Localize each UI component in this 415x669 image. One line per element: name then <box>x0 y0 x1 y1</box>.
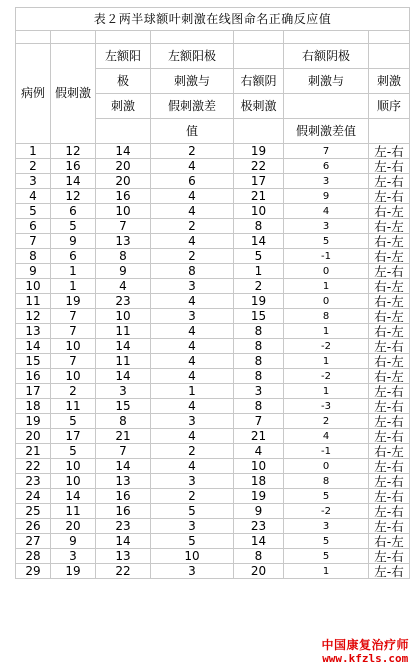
cell-sham: 19 <box>51 294 96 309</box>
cell-left-diff: 2 <box>151 144 234 159</box>
cell-left-anodal: 8 <box>96 249 151 264</box>
cell-case: 15 <box>16 354 51 369</box>
table-row <box>16 309 410 324</box>
cell-right-diff: 1 <box>284 354 369 369</box>
cell-sham: 11 <box>51 399 96 414</box>
cell-left-anodal: 16 <box>96 504 151 519</box>
cell-left-diff: 4 <box>151 429 234 444</box>
cell-sham: 3 <box>51 549 96 564</box>
cell-right-cathodal: 4 <box>234 444 284 459</box>
header-case: 病例 <box>16 44 51 144</box>
cell-left-anodal: 14 <box>96 339 151 354</box>
cell-case: 26 <box>16 519 51 534</box>
header-left-pos-2: 极 <box>96 69 151 94</box>
cell-right-cathodal: 14 <box>234 234 284 249</box>
cell-left-anodal: 13 <box>96 234 151 249</box>
table-row <box>16 339 410 354</box>
cell-right-diff: -3 <box>284 399 369 414</box>
cell-left-anodal: 3 <box>96 384 151 399</box>
cell-left-diff: 3 <box>151 474 234 489</box>
cell-left-diff: 2 <box>151 219 234 234</box>
cell-left-diff: 4 <box>151 459 234 474</box>
cell-right-cathodal: 8 <box>234 219 284 234</box>
cell-right-diff: 3 <box>284 174 369 189</box>
cell-left-anodal: 10 <box>96 309 151 324</box>
cell-case: 21 <box>16 444 51 459</box>
cell-right-cathodal: 17 <box>234 174 284 189</box>
header-right-diff-1: 右额阴极 <box>284 44 369 69</box>
table-row <box>16 489 410 504</box>
cell-right-diff: 8 <box>284 474 369 489</box>
cell-left-diff: 3 <box>151 279 234 294</box>
cell-order: 左-右 <box>369 489 410 504</box>
cell-right-diff: 5 <box>284 549 369 564</box>
cell-left-anodal: 13 <box>96 549 151 564</box>
cell-case: 9 <box>16 264 51 279</box>
header-left-pos-3: 刺激 <box>96 94 151 119</box>
cell-case: 3 <box>16 174 51 189</box>
cell-left-diff: 4 <box>151 324 234 339</box>
cell-order: 右-左 <box>369 444 410 459</box>
cell-left-diff: 2 <box>151 249 234 264</box>
cell-left-diff: 4 <box>151 399 234 414</box>
cell-sham: 7 <box>51 354 96 369</box>
table-row <box>16 504 410 519</box>
cell-left-diff: 4 <box>151 339 234 354</box>
cell-right-cathodal: 19 <box>234 144 284 159</box>
cell-sham: 16 <box>51 159 96 174</box>
table-row <box>16 174 410 189</box>
cell-right-diff: 0 <box>284 459 369 474</box>
table-row <box>16 549 410 564</box>
cell-right-cathodal: 8 <box>234 339 284 354</box>
cell-right-cathodal: 9 <box>234 504 284 519</box>
header-left-diff-1: 左额阳极 <box>151 44 234 69</box>
cell-order: 左-右 <box>369 264 410 279</box>
cell-left-diff: 2 <box>151 444 234 459</box>
cell-right-diff: 1 <box>284 279 369 294</box>
cell-case: 16 <box>16 369 51 384</box>
header-left-diff-4: 值 <box>151 119 234 144</box>
header-right-neg-2: 极刺激 <box>234 94 284 119</box>
cell-left-diff: 4 <box>151 204 234 219</box>
cell-right-cathodal: 21 <box>234 429 284 444</box>
watermark-site-name: 中国康复治疗师 <box>321 638 409 652</box>
cell-right-cathodal: 8 <box>234 354 284 369</box>
cell-left-anodal: 23 <box>96 519 151 534</box>
cell-left-anodal: 11 <box>96 354 151 369</box>
cell-right-diff: -1 <box>284 249 369 264</box>
cell-sham: 10 <box>51 459 96 474</box>
cell-right-diff: 8 <box>284 309 369 324</box>
cell-order: 左-右 <box>369 549 410 564</box>
cell-sham: 19 <box>51 564 96 579</box>
cell-case: 23 <box>16 474 51 489</box>
table-row <box>16 459 410 474</box>
header-right-neg-1: 右额阴 <box>234 69 284 94</box>
cell-left-anodal: 21 <box>96 429 151 444</box>
cell-case: 7 <box>16 234 51 249</box>
cell-order: 右-左 <box>369 324 410 339</box>
cell-left-diff: 3 <box>151 519 234 534</box>
cell-case: 10 <box>16 279 51 294</box>
cell-sham: 1 <box>51 279 96 294</box>
cell-sham: 5 <box>51 444 96 459</box>
cell-order: 左-右 <box>369 339 410 354</box>
cell-case: 2 <box>16 159 51 174</box>
cell-right-cathodal: 14 <box>234 534 284 549</box>
table-row <box>16 144 410 159</box>
cell-left-anodal: 4 <box>96 279 151 294</box>
header-sham: 假刺激 <box>51 44 96 144</box>
table-row <box>16 564 410 579</box>
cell-right-cathodal: 8 <box>234 399 284 414</box>
table-row <box>16 324 410 339</box>
cell-sham: 10 <box>51 474 96 489</box>
cell-sham: 5 <box>51 414 96 429</box>
cell-right-cathodal: 5 <box>234 249 284 264</box>
cell-case: 17 <box>16 384 51 399</box>
cell-case: 4 <box>16 189 51 204</box>
cell-left-diff: 10 <box>151 549 234 564</box>
cell-right-cathodal: 19 <box>234 489 284 504</box>
cell-order: 右-左 <box>369 309 410 324</box>
site-watermark <box>321 638 409 666</box>
cell-order: 左-右 <box>369 414 410 429</box>
cell-case: 8 <box>16 249 51 264</box>
cell-case: 25 <box>16 504 51 519</box>
header-left-diff-3: 假刺激差 <box>151 94 234 119</box>
cell-case: 20 <box>16 429 51 444</box>
cell-right-cathodal: 20 <box>234 564 284 579</box>
cell-order: 左-右 <box>369 564 410 579</box>
cell-left-anodal: 16 <box>96 189 151 204</box>
cell-left-anodal: 14 <box>96 459 151 474</box>
cell-left-diff: 4 <box>151 294 234 309</box>
cell-right-cathodal: 3 <box>234 384 284 399</box>
cell-order: 左-右 <box>369 459 410 474</box>
cell-right-diff: 6 <box>284 159 369 174</box>
cell-case: 19 <box>16 414 51 429</box>
table-row <box>16 534 410 549</box>
cell-right-diff: 5 <box>284 534 369 549</box>
cell-right-cathodal: 23 <box>234 519 284 534</box>
watermark-url: www.kfzls.com <box>322 652 409 665</box>
table-row <box>16 384 410 399</box>
cell-order: 左-右 <box>369 174 410 189</box>
cell-left-anodal: 13 <box>96 474 151 489</box>
cell-order: 左-右 <box>369 519 410 534</box>
cell-order: 左-右 <box>369 504 410 519</box>
cell-sham: 11 <box>51 504 96 519</box>
cell-order: 右-左 <box>369 354 410 369</box>
cell-left-diff: 3 <box>151 309 234 324</box>
cell-order: 左-右 <box>369 384 410 399</box>
cell-right-cathodal: 7 <box>234 414 284 429</box>
cell-sham: 5 <box>51 219 96 234</box>
table-row <box>16 354 410 369</box>
cell-right-cathodal: 2 <box>234 279 284 294</box>
cell-order: 右-左 <box>369 534 410 549</box>
cell-case: 22 <box>16 459 51 474</box>
cell-order: 右-左 <box>369 249 410 264</box>
table-row <box>16 474 410 489</box>
cell-left-anodal: 11 <box>96 324 151 339</box>
cell-order: 右-左 <box>369 294 410 309</box>
table-row <box>16 219 410 234</box>
cell-right-diff: 0 <box>284 264 369 279</box>
cell-right-diff: 4 <box>284 429 369 444</box>
cell-order: 左-右 <box>369 429 410 444</box>
table-row <box>16 189 410 204</box>
blank-row <box>16 31 410 44</box>
cell-left-anodal: 23 <box>96 294 151 309</box>
cell-right-cathodal: 8 <box>234 549 284 564</box>
cell-order: 右-左 <box>369 219 410 234</box>
cell-case: 13 <box>16 324 51 339</box>
cell-order: 左-右 <box>369 189 410 204</box>
cell-left-anodal: 8 <box>96 414 151 429</box>
cell-left-diff: 2 <box>151 489 234 504</box>
cell-left-diff: 3 <box>151 564 234 579</box>
cell-right-diff: 5 <box>284 489 369 504</box>
cell-sham: 6 <box>51 249 96 264</box>
cell-right-diff: 2 <box>284 414 369 429</box>
header-order-2: 顺序 <box>369 94 410 119</box>
table-row <box>16 249 410 264</box>
cell-case: 1 <box>16 144 51 159</box>
cell-case: 18 <box>16 399 51 414</box>
cell-order: 左-右 <box>369 399 410 414</box>
cell-right-cathodal: 19 <box>234 294 284 309</box>
cell-left-diff: 4 <box>151 234 234 249</box>
cell-right-diff: 0 <box>284 294 369 309</box>
cell-right-diff: -1 <box>284 444 369 459</box>
cell-right-diff: 1 <box>284 384 369 399</box>
table-row <box>16 369 410 384</box>
cell-sham: 20 <box>51 519 96 534</box>
table-row <box>16 204 410 219</box>
cell-right-diff: 3 <box>284 519 369 534</box>
cell-left-diff: 5 <box>151 534 234 549</box>
cell-case: 24 <box>16 489 51 504</box>
cell-order: 左-右 <box>369 474 410 489</box>
table-row <box>16 444 410 459</box>
header-right-diff-3: 假刺激差值 <box>284 119 369 144</box>
cell-order: 右-左 <box>369 234 410 249</box>
table-row <box>16 294 410 309</box>
cell-right-diff: 1 <box>284 324 369 339</box>
table-title: 表２两半球额叶刺激在线图命名正确反应值 <box>16 8 410 31</box>
table-row <box>16 429 410 444</box>
cell-right-diff: 1 <box>284 564 369 579</box>
cell-right-diff: 7 <box>284 144 369 159</box>
cell-left-anodal: 14 <box>96 369 151 384</box>
cell-order: 左-右 <box>369 144 410 159</box>
cell-right-diff: 5 <box>284 234 369 249</box>
cell-right-diff: 4 <box>284 204 369 219</box>
cell-right-cathodal: 10 <box>234 204 284 219</box>
cell-sham: 9 <box>51 234 96 249</box>
cell-right-cathodal: 15 <box>234 309 284 324</box>
cell-sham: 7 <box>51 324 96 339</box>
cell-right-diff: -2 <box>284 504 369 519</box>
cell-left-anodal: 20 <box>96 174 151 189</box>
table-row <box>16 279 410 294</box>
table-row <box>16 414 410 429</box>
table-row <box>16 519 410 534</box>
cell-left-anodal: 20 <box>96 159 151 174</box>
cell-sham: 12 <box>51 144 96 159</box>
cell-right-cathodal: 8 <box>234 324 284 339</box>
cell-order: 右-左 <box>369 369 410 384</box>
cell-sham: 1 <box>51 264 96 279</box>
cell-left-anodal: 14 <box>96 534 151 549</box>
cell-sham: 7 <box>51 309 96 324</box>
cell-left-diff: 4 <box>151 159 234 174</box>
cell-left-anodal: 22 <box>96 564 151 579</box>
cell-sham: 12 <box>51 189 96 204</box>
table-row <box>16 264 410 279</box>
cell-left-diff: 8 <box>151 264 234 279</box>
cell-left-anodal: 7 <box>96 444 151 459</box>
cell-order: 右-左 <box>369 279 410 294</box>
cell-left-diff: 4 <box>151 369 234 384</box>
table-row <box>16 234 410 249</box>
cell-case: 12 <box>16 309 51 324</box>
cell-left-diff: 3 <box>151 414 234 429</box>
cell-right-diff: -2 <box>284 369 369 384</box>
data-table <box>15 7 410 579</box>
cell-case: 6 <box>16 219 51 234</box>
cell-case: 5 <box>16 204 51 219</box>
cell-left-diff: 6 <box>151 174 234 189</box>
header-order-1: 刺激 <box>369 69 410 94</box>
cell-case: 28 <box>16 549 51 564</box>
cell-sham: 9 <box>51 534 96 549</box>
header-right-diff-2: 刺激与 <box>284 69 369 94</box>
cell-order: 左-右 <box>369 159 410 174</box>
cell-sham: 10 <box>51 369 96 384</box>
cell-right-cathodal: 8 <box>234 369 284 384</box>
cell-sham: 14 <box>51 489 96 504</box>
cell-left-anodal: 15 <box>96 399 151 414</box>
cell-left-anodal: 10 <box>96 204 151 219</box>
cell-case: 14 <box>16 339 51 354</box>
cell-left-diff: 1 <box>151 384 234 399</box>
cell-left-diff: 4 <box>151 189 234 204</box>
cell-left-anodal: 14 <box>96 144 151 159</box>
cell-right-diff: 9 <box>284 189 369 204</box>
cell-right-cathodal: 18 <box>234 474 284 489</box>
cell-right-cathodal: 1 <box>234 264 284 279</box>
cell-right-cathodal: 22 <box>234 159 284 174</box>
cell-sham: 17 <box>51 429 96 444</box>
cell-sham: 6 <box>51 204 96 219</box>
cell-case: 29 <box>16 564 51 579</box>
header-left-pos-1: 左额阳 <box>96 44 151 69</box>
cell-left-diff: 5 <box>151 504 234 519</box>
cell-left-anodal: 16 <box>96 489 151 504</box>
cell-case: 27 <box>16 534 51 549</box>
header-left-diff-2: 刺激与 <box>151 69 234 94</box>
cell-right-cathodal: 10 <box>234 459 284 474</box>
cell-right-cathodal: 21 <box>234 189 284 204</box>
cell-order: 右-左 <box>369 204 410 219</box>
cell-right-diff: -2 <box>284 339 369 354</box>
table-row <box>16 159 410 174</box>
cell-left-diff: 4 <box>151 354 234 369</box>
cell-left-anodal: 7 <box>96 219 151 234</box>
cell-sham: 14 <box>51 174 96 189</box>
cell-left-anodal: 9 <box>96 264 151 279</box>
table-row <box>16 399 410 414</box>
cell-case: 11 <box>16 294 51 309</box>
cell-sham: 10 <box>51 339 96 354</box>
cell-sham: 2 <box>51 384 96 399</box>
cell-right-diff: 3 <box>284 219 369 234</box>
header-row-1 <box>16 44 410 69</box>
